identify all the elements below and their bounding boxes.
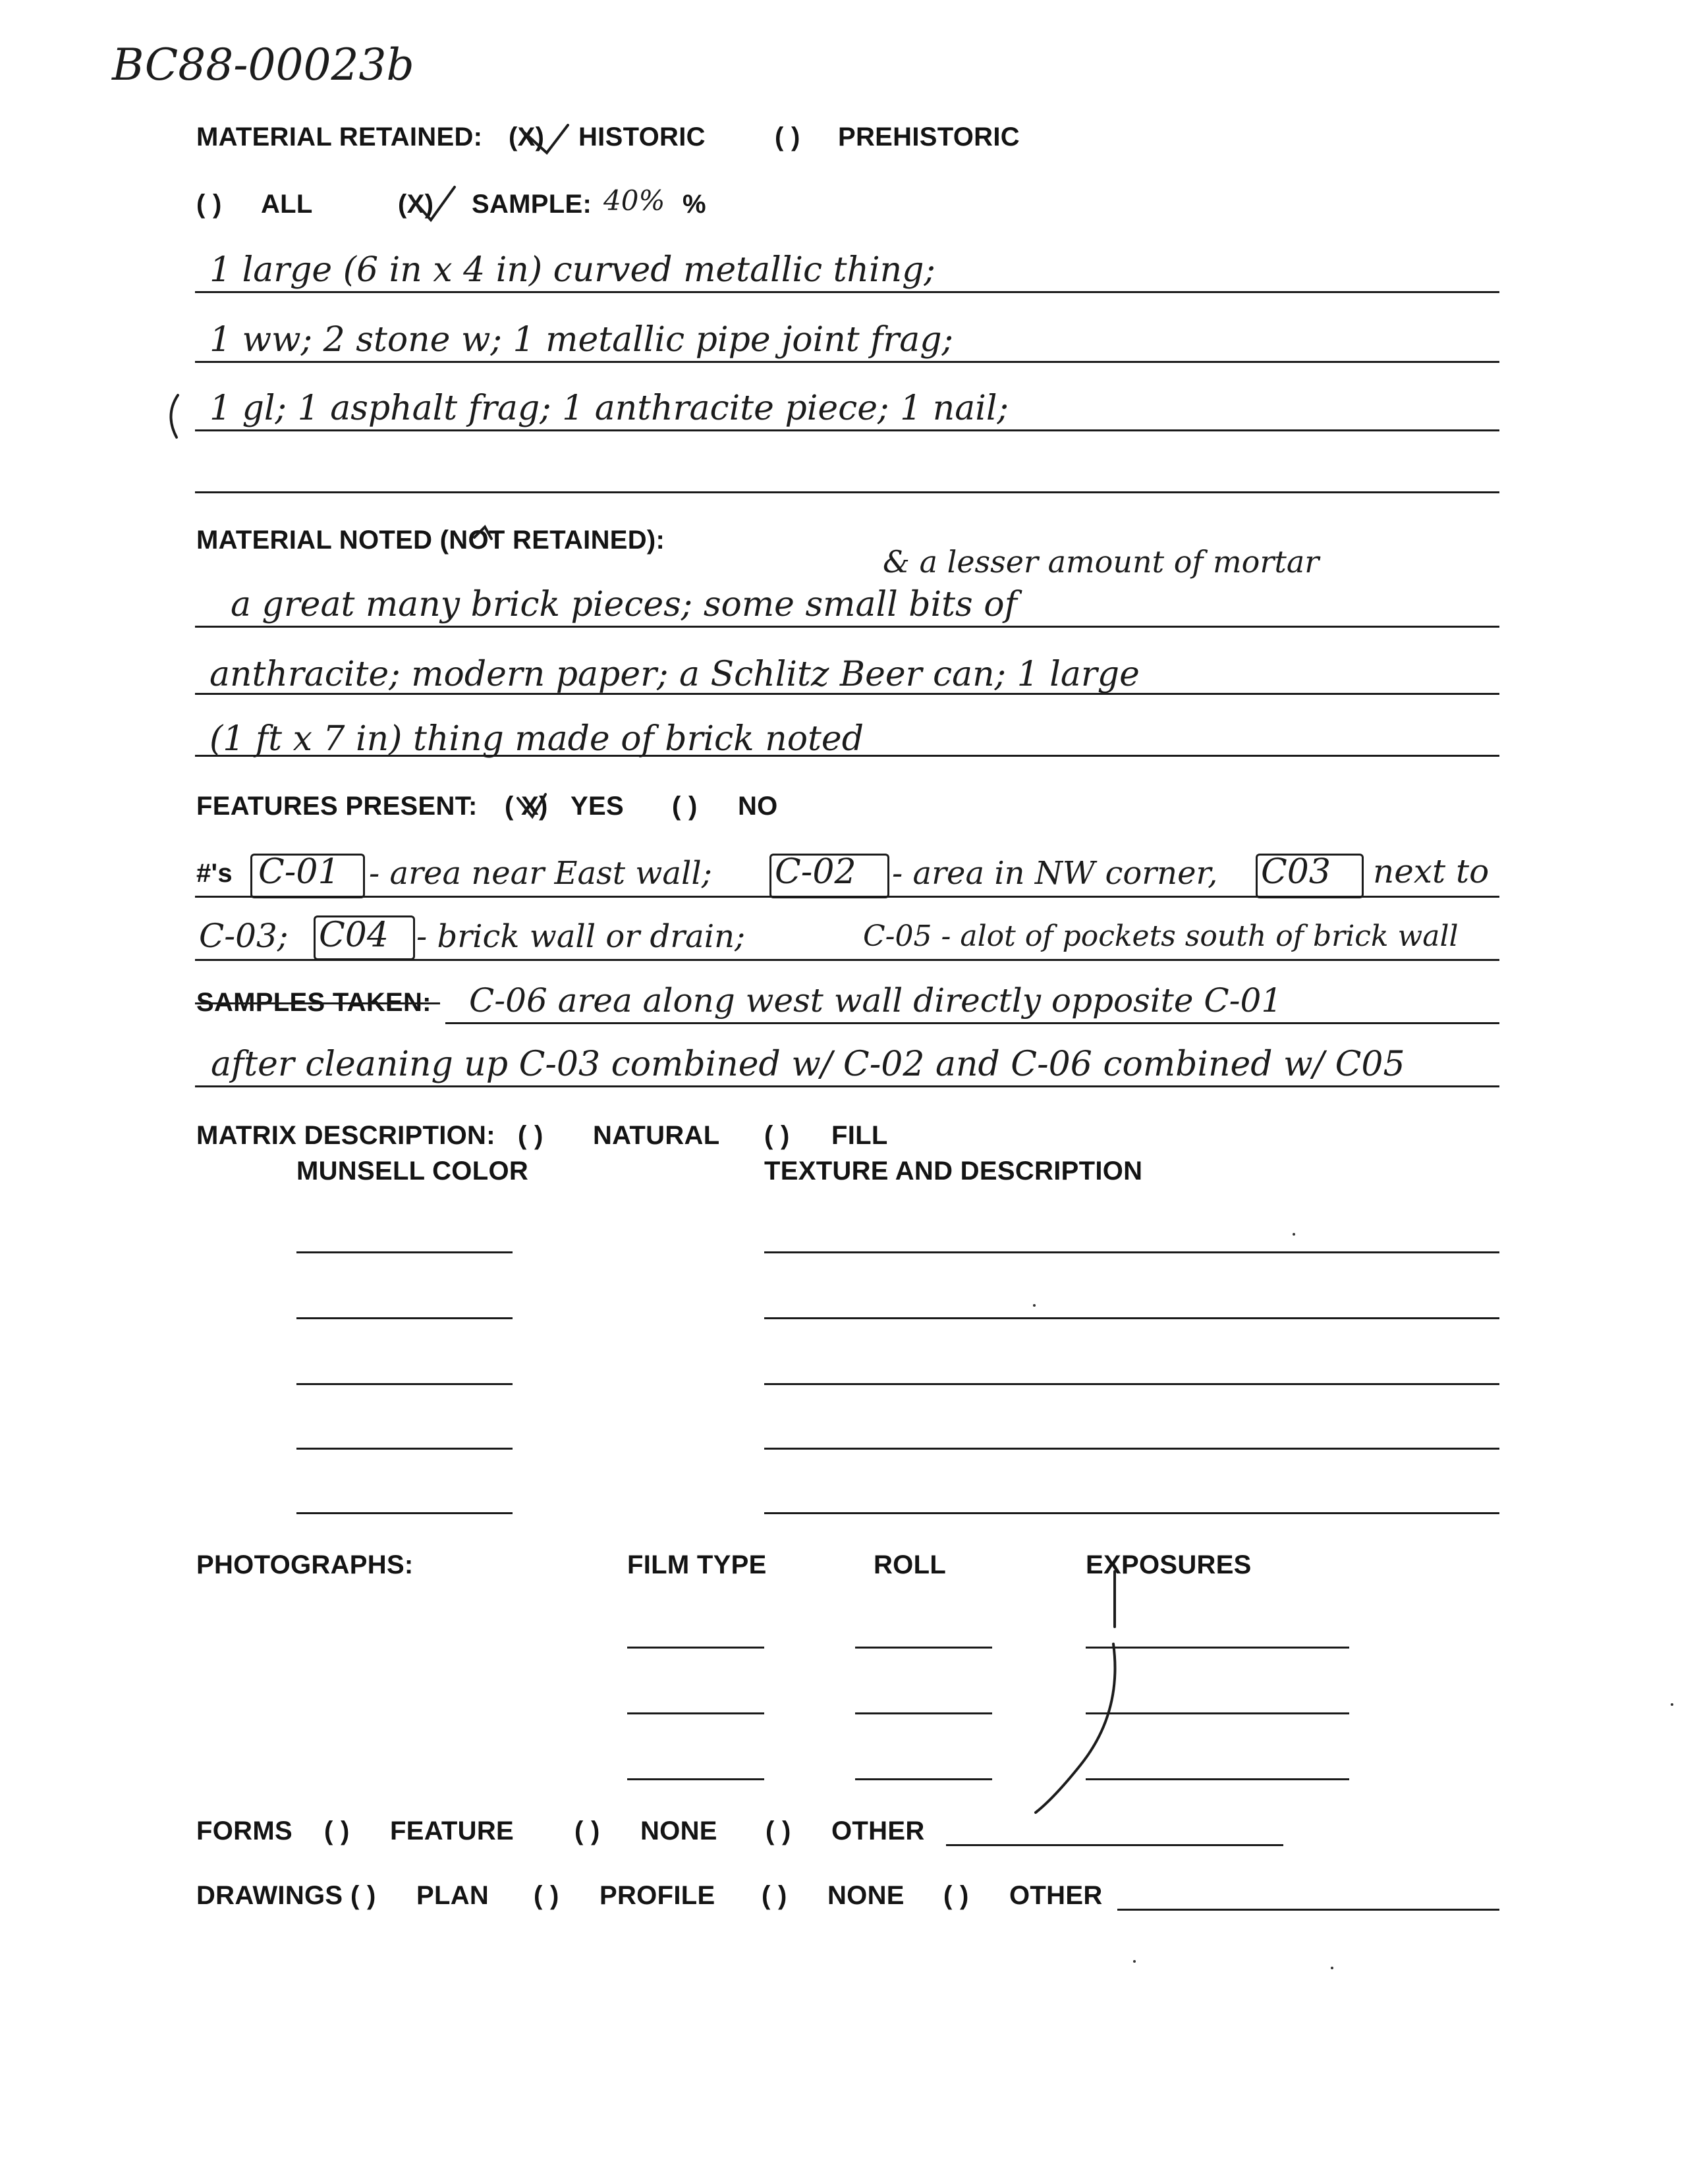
material-noted-label: MATERIAL NOTED (NOT RETAINED): xyxy=(196,526,665,555)
c03-text: next to xyxy=(1373,852,1490,890)
c02-text: - area in NW corner, xyxy=(892,855,1218,892)
no-checkbox[interactable]: ( ) xyxy=(672,792,698,821)
features-present-label: FEATURES PRESENT: xyxy=(196,792,478,821)
retained-line-1: 1 large (6 in x 4 in) curved metallic thing; xyxy=(209,250,935,290)
yes-checkbox[interactable]: ( X) xyxy=(505,792,548,821)
forms-other-label: OTHER xyxy=(831,1816,925,1845)
no-label: NO xyxy=(738,792,778,821)
scan-speck xyxy=(1671,1703,1673,1706)
forms-other-checkbox[interactable]: ( ) xyxy=(766,1816,791,1845)
drawings-other-label: OTHER xyxy=(1009,1881,1103,1910)
scan-speck xyxy=(1133,1960,1136,1963)
retained-line-2: 1 ww; 2 stone w; 1 metallic pipe joint frag; xyxy=(209,320,954,360)
sample-checkbox[interactable]: (X) xyxy=(398,190,434,219)
scan-speck xyxy=(1293,1233,1295,1236)
scan-speck xyxy=(1033,1304,1036,1307)
c03-lead: C-03; xyxy=(199,917,289,955)
c01-text: - area near East wall; xyxy=(369,855,712,892)
sample-check-mark xyxy=(411,187,455,220)
all-checkbox[interactable]: ( ) xyxy=(196,190,222,219)
retained-bracket-open xyxy=(171,395,178,437)
historic-check-mark xyxy=(520,125,568,153)
film-type-label: FILM TYPE xyxy=(627,1550,767,1579)
drawings-other-checkbox[interactable]: ( ) xyxy=(943,1881,969,1910)
sample-percent-suffix: % xyxy=(683,190,706,219)
roll-label: ROLL xyxy=(874,1550,947,1579)
c01-number: C-01 xyxy=(258,852,340,892)
c02-number: C-02 xyxy=(775,852,856,892)
yes-check-mark xyxy=(518,794,545,817)
exposures-slash-line xyxy=(1036,1644,1115,1813)
drawings-plan-label: PLAN xyxy=(416,1881,489,1910)
c04-number: C04 xyxy=(319,915,389,955)
sample-label: SAMPLE: xyxy=(472,190,592,219)
forms-feature-checkbox[interactable]: ( ) xyxy=(324,1816,350,1845)
document-id: BC88-00023b xyxy=(112,40,414,90)
matrix-description-label: MATRIX DESCRIPTION: xyxy=(196,1121,495,1150)
noted-line-0: & a lesser amount of mortar xyxy=(883,544,1320,580)
drawings-none-label: NONE xyxy=(827,1881,905,1910)
yes-label: YES xyxy=(571,792,624,821)
drawings-profile-checkbox[interactable]: ( ) xyxy=(534,1881,559,1910)
prehistoric-label: PREHISTORIC xyxy=(838,123,1020,151)
forms-feature-label: FEATURE xyxy=(390,1816,515,1845)
historic-label: HISTORIC xyxy=(578,123,706,151)
material-retained-label: MATERIAL RETAINED: xyxy=(196,123,483,151)
photographs-label: PHOTOGRAPHS: xyxy=(196,1550,414,1579)
drawings-none-checkbox[interactable]: ( ) xyxy=(762,1881,787,1910)
munsell-color-label: MUNSELL COLOR xyxy=(296,1157,529,1186)
drawings-plan-checkbox[interactable]: ( ) xyxy=(350,1881,376,1910)
forms-none-label: NONE xyxy=(640,1816,717,1845)
features-line-4: after cleaning up C-03 combined w/ C-02 and C-06 combined w/ C05 xyxy=(211,1045,1405,1084)
prehistoric-checkbox[interactable]: ( ) xyxy=(775,123,800,151)
sample-percent-value[interactable]: 40% xyxy=(603,184,665,217)
noted-caret xyxy=(474,527,491,539)
texture-description-label: TEXTURE AND DESCRIPTION xyxy=(764,1157,1143,1186)
c05-text: C-05 - alot of pockets south of brick wall xyxy=(863,919,1459,953)
c04-text: - brick wall or drain; xyxy=(416,918,746,955)
feature-numbers-label: #'s xyxy=(196,859,233,888)
noted-line-2: anthracite; modern paper; a Schlitz Beer can; 1 large xyxy=(209,655,1140,694)
historic-checkbox[interactable]: (X) xyxy=(509,123,545,151)
c03-number: C03 xyxy=(1261,852,1331,892)
fill-label: FILL xyxy=(831,1121,888,1150)
exposures-label: EXPOSURES xyxy=(1086,1550,1252,1579)
forms-label: FORMS xyxy=(196,1816,293,1845)
noted-line-3: (1 ft x 7 in) thing made of brick noted xyxy=(209,719,864,759)
samples-taken-label: SAMPLES TAKEN: xyxy=(196,988,432,1017)
drawings-label: DRAWINGS xyxy=(196,1881,343,1910)
fill-checkbox[interactable]: ( ) xyxy=(764,1121,790,1150)
scan-speck xyxy=(1331,1967,1333,1969)
natural-label: NATURAL xyxy=(593,1121,720,1150)
natural-checkbox[interactable]: ( ) xyxy=(518,1121,544,1150)
noted-line-1: a great many brick pieces; some small bits of xyxy=(231,585,1017,624)
retained-line-3: 1 gl; 1 asphalt frag; 1 anthracite piece; 1 nail; xyxy=(209,389,1009,428)
forms-none-checkbox[interactable]: ( ) xyxy=(574,1816,600,1845)
drawings-profile-label: PROFILE xyxy=(600,1881,715,1910)
features-line-3: C-06 area along west wall directly opposite C-01 xyxy=(469,981,1283,1020)
all-label: ALL xyxy=(261,190,313,219)
